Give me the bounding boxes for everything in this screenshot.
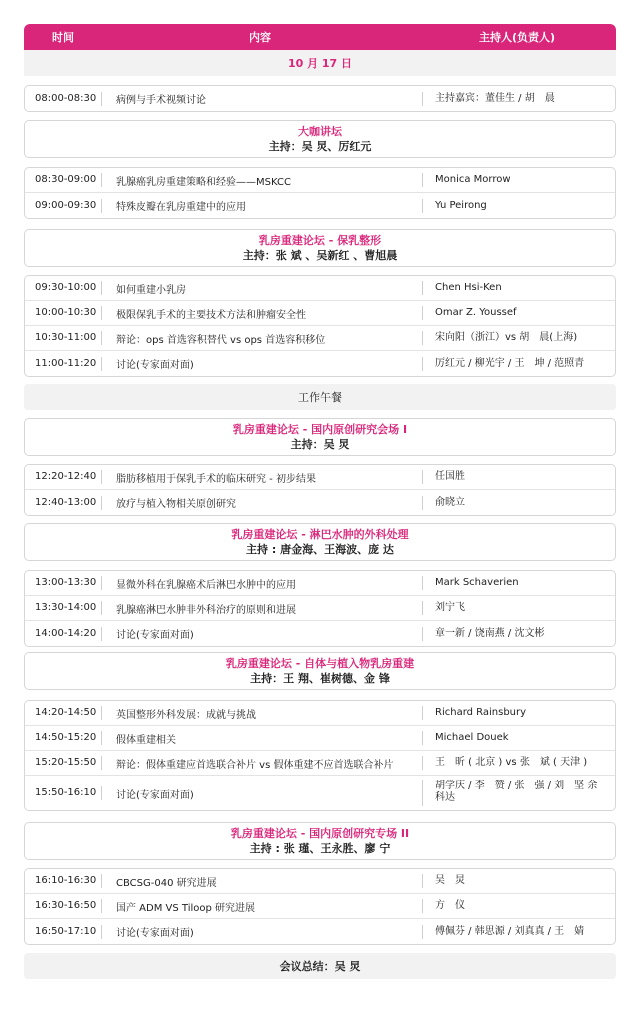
- section-host: 主持：吴 炅: [290, 438, 350, 451]
- session-time: 10:30-11:00: [25, 331, 102, 345]
- session-person: 任国胜: [422, 470, 615, 484]
- session-time: 09:30-10:00: [25, 281, 102, 295]
- table-row: [25, 326, 615, 351]
- table-row: [25, 168, 615, 193]
- session-subject: 讨论(专家面对面): [116, 360, 194, 371]
- session-person: 主持嘉宾：董佳生 / 胡 晨: [422, 92, 615, 106]
- session-subject: 脂肪移植用于保乳手术的临床研究 - 初步结果: [116, 473, 316, 485]
- session-time: 14:00-14:20: [25, 627, 102, 641]
- session-person: 吴 炅: [422, 874, 615, 888]
- session-time: 15:20-15:50: [25, 756, 102, 770]
- section-header: [24, 418, 616, 456]
- header-content: 内容: [249, 31, 271, 44]
- session-subject: CBCSG-040 研究进展: [116, 877, 217, 889]
- section-title: 乳房重建论坛 - 国内原创研究专场 II: [230, 827, 410, 840]
- session-subject: 国产 ADM VS Tiloop 研究进展: [116, 902, 256, 914]
- session-subject: 放疗与植入物相关原创研究: [116, 499, 236, 510]
- session-subject: 显微外科在乳腺癌术后淋巴水肿中的应用: [116, 579, 296, 591]
- session-subject: 乳腺癌淋巴水肿非外科治疗的原则和进展: [116, 604, 296, 616]
- session-subject: 英国整形外科发展：成就与挑战: [116, 709, 256, 721]
- session-time: 10:00-10:30: [25, 306, 102, 320]
- table-row: [25, 490, 615, 515]
- section-host: 主持：吴 炅、厉红元: [268, 140, 372, 153]
- schedule-box: [24, 85, 616, 112]
- schedule-box: [24, 868, 616, 945]
- session-time: 16:30-16:50: [25, 899, 102, 913]
- session-subject: 如何重建小乳房: [116, 284, 186, 296]
- session-person: Mark Schaverien: [422, 576, 615, 590]
- table-row: [25, 193, 615, 218]
- session-time: 13:00-13:30: [25, 576, 102, 590]
- section-title: 乳房重建论坛 - 淋巴水肿的外科处理: [231, 528, 409, 541]
- table-row: [25, 701, 615, 726]
- session-subject: 病例与手术视频讨论: [116, 95, 206, 106]
- session-subject: 特殊皮瓣在乳房重建中的应用: [116, 202, 246, 213]
- session-person: Omar Z. Youssef: [422, 306, 615, 320]
- session-person: Chen Hsi-Ken: [422, 281, 615, 295]
- session-person: 厉红元 / 柳光宇 / 王 坤 / 范照青: [422, 357, 615, 371]
- section-title: 大咖讲坛: [298, 125, 342, 138]
- session-person: 方 仪: [422, 899, 615, 913]
- table-row: [25, 86, 615, 111]
- schedule-box: [24, 570, 616, 647]
- table-row: [25, 726, 615, 751]
- session-person: 章一新 / 饶南燕 / 沈文彬: [422, 627, 615, 641]
- table-row: [25, 869, 615, 894]
- schedule-box: [24, 167, 616, 219]
- session-time: 09:00-09:30: [25, 199, 102, 213]
- table-row: [25, 919, 615, 944]
- table-row: [25, 596, 615, 621]
- session-person: Monica Morrow: [422, 173, 615, 187]
- session-person: 王 昕 ( 北京 ) vs 张 斌 ( 天津 ): [422, 756, 615, 770]
- table-row: [25, 621, 615, 646]
- session-subject: 辩论：ops 首选容积替代 vs ops 首选容积移位: [116, 334, 326, 346]
- session-person: 刘宁飞: [422, 601, 615, 615]
- schedule-box: [24, 700, 616, 811]
- session-subject: 讨论(专家面对面): [116, 630, 194, 641]
- session-subject: 乳腺癌乳房重建策略和经验——MSKCC: [116, 176, 291, 188]
- session-time: 14:20-14:50: [25, 706, 102, 720]
- header-host: 主持人(负责人): [478, 31, 556, 44]
- section-title: 乳房重建论坛 - 自体与植入物乳房重建: [225, 657, 415, 670]
- schedule-box: [24, 275, 616, 377]
- session-subject: 讨论(专家面对面): [116, 789, 194, 801]
- session-subject: 辩论：假体重建应首选联合补片 vs 假体重建不应首选联合补片: [116, 759, 394, 771]
- table-row: [25, 276, 615, 301]
- session-person: 傅佩芬 / 韩思源 / 刘真真 / 王 婧: [422, 925, 615, 939]
- section-title: 乳房重建论坛 - 国内原创研究会场 I: [232, 423, 408, 436]
- table-header: [24, 24, 616, 50]
- session-time: 12:40-13:00: [25, 496, 102, 510]
- table-row: [25, 751, 615, 776]
- session-subject: 讨论(专家面对面): [116, 928, 194, 939]
- session-time: 12:20-12:40: [25, 470, 102, 484]
- table-row: [25, 776, 615, 810]
- section-header: [24, 822, 616, 860]
- session-person: 俞晓立: [422, 496, 615, 510]
- session-time: 08:00-08:30: [25, 92, 102, 106]
- table-row: [25, 894, 615, 919]
- session-person: Yu Peirong: [422, 199, 615, 213]
- session-time: 14:50-15:20: [25, 731, 102, 745]
- session-person: Michael Douek: [422, 731, 615, 745]
- section-host: 主持：王 翔、崔树德、金 锋: [250, 672, 390, 685]
- section-header: [24, 229, 616, 267]
- session-subject: 极限保乳手术的主要技术方法和肿瘤安全性: [116, 309, 306, 321]
- section-header: [24, 523, 616, 561]
- session-time: 08:30-09:00: [25, 173, 102, 187]
- schedule-box: [24, 464, 616, 516]
- section-host: 主持：张 斌 、吴新红 、曹旭晨: [242, 249, 398, 262]
- section-header: [24, 120, 616, 158]
- section-title: 乳房重建论坛 - 保乳整形: [258, 234, 382, 247]
- session-time: 16:50-17:10: [25, 925, 102, 939]
- session-person: 胡学庆 / 李 赞 / 张 强 / 刘 坚 余科达: [422, 780, 615, 806]
- table-row: [25, 571, 615, 596]
- session-subject: 假体重建相关: [116, 734, 176, 746]
- session-time: 15:50-16:10: [25, 786, 102, 800]
- header-time: 时间: [52, 31, 74, 44]
- session-time: 13:30-14:00: [25, 601, 102, 615]
- info-band: 会议总结：吴 炅: [24, 953, 616, 979]
- section-host: 主持 : 张 瑾、王永胜、廖 宁: [249, 842, 391, 855]
- section-host: 主持 : 唐金海、王海波、庞 达: [246, 543, 394, 556]
- section-header: [24, 652, 616, 690]
- session-time: 11:00-11:20: [25, 357, 102, 371]
- date-band: 10 月 17 日: [24, 50, 616, 76]
- table-row: [25, 301, 615, 326]
- table-row: [25, 465, 615, 490]
- table-row: [25, 351, 615, 376]
- session-person: 宋向阳（浙江）vs 胡 晨(上海): [422, 331, 615, 345]
- info-band: 工作午餐: [24, 384, 616, 410]
- session-time: 16:10-16:30: [25, 874, 102, 888]
- session-person: Richard Rainsbury: [422, 706, 615, 720]
